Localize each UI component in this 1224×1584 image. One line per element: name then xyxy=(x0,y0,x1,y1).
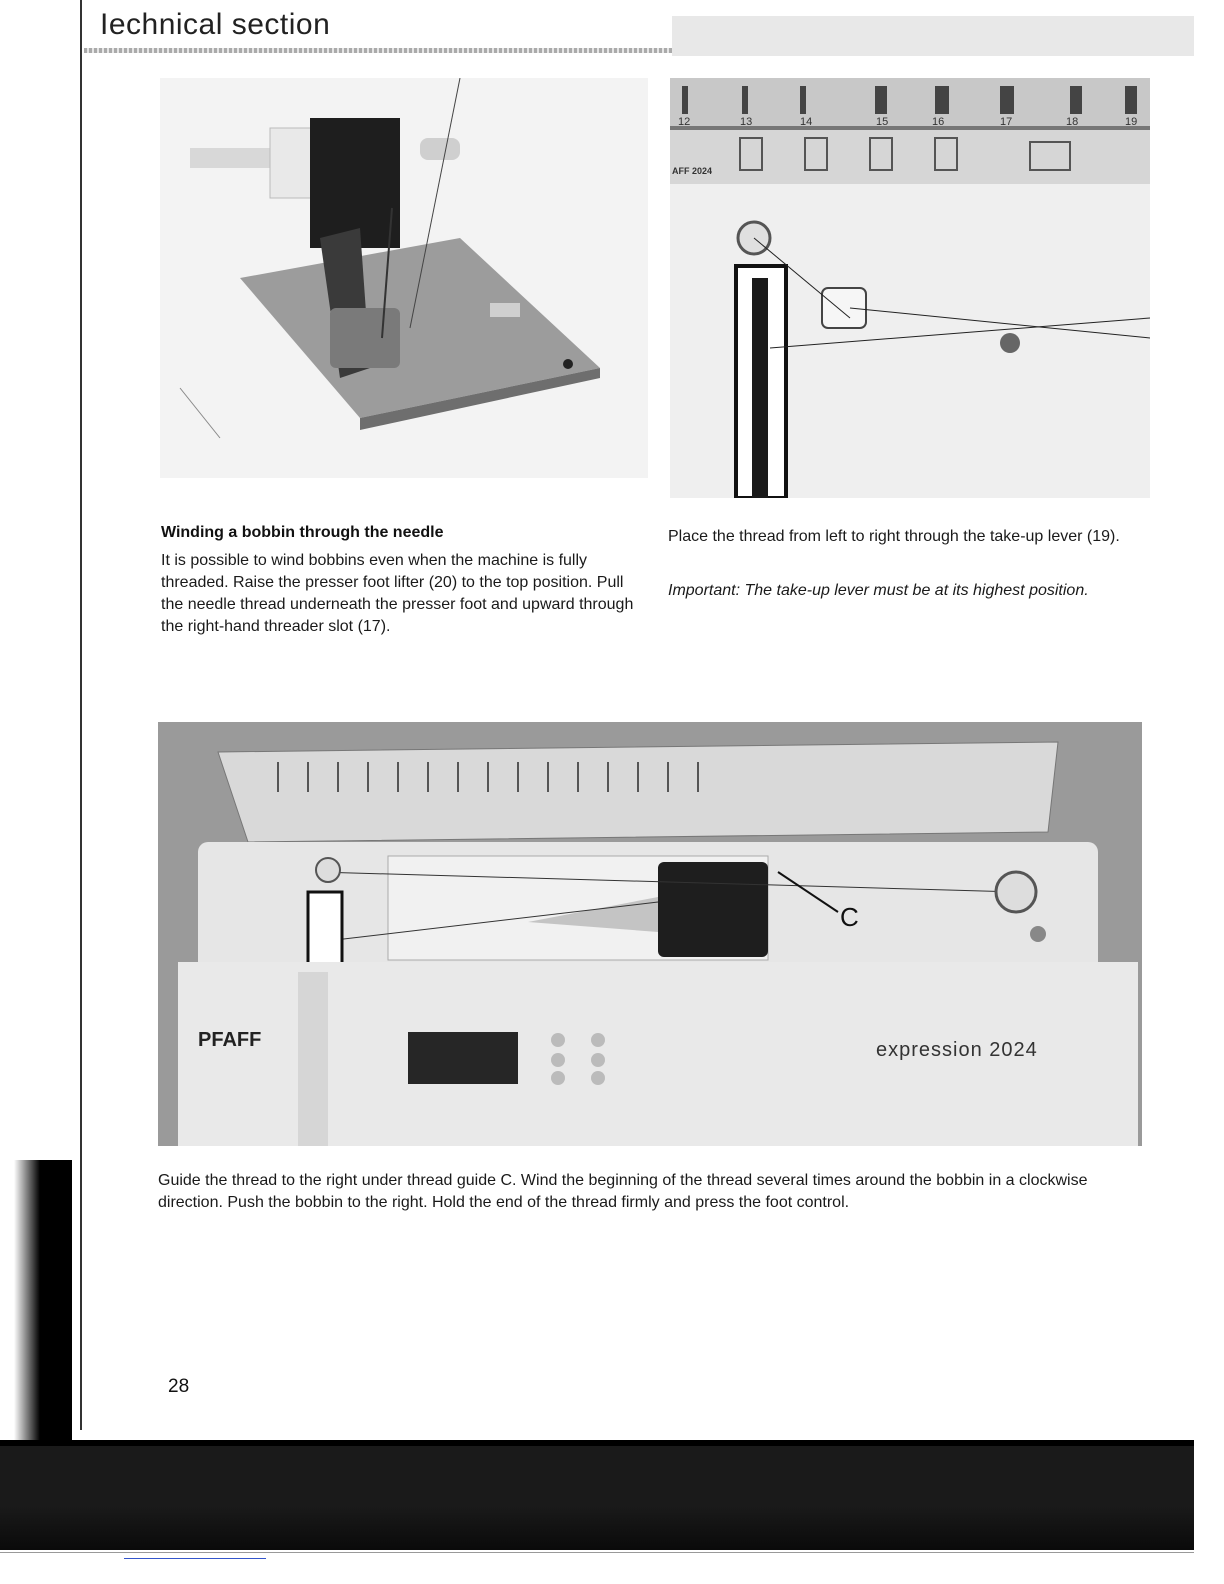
thread-guide-c-label: C xyxy=(840,902,859,932)
left-margin-line xyxy=(80,0,82,1430)
needle-plate-photo xyxy=(160,78,648,478)
section-heading: Winding a bobbin through the needle xyxy=(161,524,444,541)
footer-line xyxy=(0,1552,1194,1553)
scan-edge-bottom xyxy=(0,1440,1194,1550)
important-note: Important: The take-up lever must be at its highest position. xyxy=(668,582,1089,599)
section-title: Iechnical section xyxy=(100,8,331,41)
bottom-link-line xyxy=(124,1558,266,1559)
stitch-number: 14 xyxy=(800,116,813,128)
brand-logo-text: PFAFF xyxy=(198,1029,262,1051)
page-number: 28 xyxy=(168,1376,190,1397)
stitch-number: 18 xyxy=(1066,116,1079,128)
stitch-number: 16 xyxy=(932,116,945,128)
take-up-lever-photo xyxy=(670,78,1150,498)
stitch-number: 19 xyxy=(1125,116,1138,128)
stitch-number: 12 xyxy=(678,116,691,128)
machine-overview-photo xyxy=(158,722,1142,1146)
stitch-number: 17 xyxy=(1000,116,1013,128)
model-name: expression 2024 xyxy=(876,1039,1038,1061)
left-paragraph: It is possible to wind bobbins even when the machine is fully threaded. Raise the presser foot lifter (20) to the top position. Pull the needle thread underneath the presser foot and upward through the right-hand threader slot (17). xyxy=(161,552,634,635)
scan-edge-left xyxy=(0,1160,72,1450)
right-paragraph: Place the thread from left to right through the take-up lever (19). xyxy=(668,528,1120,545)
stitch-number: 13 xyxy=(740,116,753,128)
model-label-small: AFF 2024 xyxy=(672,166,713,176)
bottom-paragraph: Guide the thread to the right under thread guide C. Wind the beginning of the thread several times around the bobbin in a clockwise direction. Push the bobbin to the right. Hold the end of the thread firmly and press the foot control. xyxy=(158,1172,1088,1211)
header-bar xyxy=(672,16,1194,56)
stitch-number: 15 xyxy=(876,116,889,128)
header-rule xyxy=(84,48,672,53)
